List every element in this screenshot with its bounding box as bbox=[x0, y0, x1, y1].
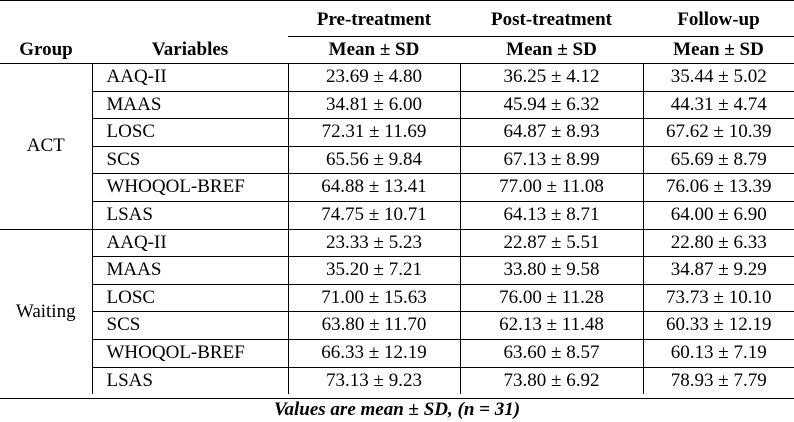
table-row bbox=[0, 257, 794, 285]
value-cell: 63.60 ± 8.57 bbox=[460, 339, 643, 367]
value-cell: 73.13 ± 9.23 bbox=[288, 367, 460, 394]
variable-cell: MAAS bbox=[92, 91, 288, 119]
variable-cell: AAQ-II bbox=[92, 64, 288, 92]
column-header-stat-followup: Mean ± SD bbox=[673, 39, 764, 60]
value-cell: 66.33 ± 12.19 bbox=[288, 339, 460, 367]
value-cell: 33.80 ± 9.58 bbox=[460, 257, 643, 285]
header-spacer bbox=[92, 1, 288, 37]
variable-cell: SCS bbox=[92, 312, 288, 340]
value-cell: 65.56 ± 9.84 bbox=[288, 146, 460, 174]
column-header-stat-pre: Mean ± SD bbox=[328, 39, 420, 60]
variable-cell: LSAS bbox=[92, 367, 288, 394]
value-cell: 60.33 ± 12.19 bbox=[643, 312, 794, 340]
group-section-act bbox=[0, 64, 794, 230]
value-cell: 67.13 ± 8.99 bbox=[460, 146, 643, 174]
variable-cell: WHOQOL-BREF bbox=[92, 174, 288, 202]
value-cell: 35.44 ± 5.02 bbox=[643, 64, 794, 92]
table-row bbox=[0, 64, 794, 92]
value-cell: 36.25 ± 4.12 bbox=[460, 64, 643, 92]
value-cell: 35.20 ± 7.21 bbox=[288, 257, 460, 285]
variable-cell: LSAS bbox=[92, 201, 288, 229]
table-row bbox=[0, 367, 794, 394]
value-cell: 63.80 ± 11.70 bbox=[288, 312, 460, 340]
value-cell: 73.80 ± 6.92 bbox=[460, 367, 643, 394]
value-cell: 67.62 ± 10.39 bbox=[643, 119, 794, 147]
value-cell: 23.33 ± 5.23 bbox=[288, 229, 460, 257]
value-cell: 64.87 ± 8.93 bbox=[460, 119, 643, 147]
table-row bbox=[0, 174, 794, 202]
table-row bbox=[0, 201, 794, 229]
table-row bbox=[0, 146, 794, 174]
table-footnote: Values are mean ± SD, (n = 31) bbox=[273, 399, 521, 420]
value-cell: 65.69 ± 8.79 bbox=[643, 146, 794, 174]
table-row bbox=[0, 312, 794, 340]
value-cell: 34.81 ± 6.00 bbox=[288, 91, 460, 119]
table-row bbox=[0, 119, 794, 147]
value-cell: 64.13 ± 8.71 bbox=[460, 201, 643, 229]
value-cell: 74.75 ± 10.71 bbox=[288, 201, 460, 229]
group-label: Waiting bbox=[0, 229, 92, 394]
column-header-group: Group bbox=[19, 38, 73, 60]
variable-cell: SCS bbox=[92, 146, 288, 174]
value-cell: 73.73 ± 10.10 bbox=[643, 284, 794, 312]
value-cell: 72.31 ± 11.69 bbox=[288, 119, 460, 147]
value-cell: 76.00 ± 11.28 bbox=[460, 284, 643, 312]
value-cell: 64.00 ± 6.90 bbox=[643, 201, 794, 229]
table-row bbox=[0, 284, 794, 312]
header-row-labels bbox=[0, 37, 794, 64]
value-cell: 78.93 ± 7.79 bbox=[643, 367, 794, 394]
column-header-variables: Variables bbox=[151, 38, 229, 60]
variable-cell: LOSC bbox=[92, 119, 288, 147]
value-cell: 71.00 ± 15.63 bbox=[288, 284, 460, 312]
group-section-waiting bbox=[0, 229, 794, 394]
variable-cell: AAQ-II bbox=[92, 229, 288, 257]
column-header-stat-post: Mean ± SD bbox=[506, 39, 597, 60]
value-cell: 44.31 ± 4.74 bbox=[643, 91, 794, 119]
value-cell: 45.94 ± 6.32 bbox=[460, 91, 643, 119]
group-label: ACT bbox=[26, 134, 65, 156]
value-cell: 62.13 ± 11.48 bbox=[460, 312, 643, 340]
table-row bbox=[0, 229, 794, 257]
header-row-periods bbox=[0, 1, 794, 37]
value-cell: 64.88 ± 13.41 bbox=[288, 174, 460, 202]
table-row bbox=[0, 91, 794, 119]
table-header bbox=[0, 1, 794, 64]
column-header-post: Post-treatment bbox=[460, 1, 643, 37]
value-cell: 34.87 ± 9.29 bbox=[643, 257, 794, 285]
column-header-pre: Pre-treatment bbox=[288, 1, 460, 37]
value-cell: 22.87 ± 5.51 bbox=[460, 229, 643, 257]
header-spacer bbox=[0, 1, 92, 37]
column-header-followup: Follow-up bbox=[643, 1, 794, 37]
value-cell: 23.69 ± 4.80 bbox=[288, 64, 460, 92]
value-cell: 22.80 ± 6.33 bbox=[643, 229, 794, 257]
variable-cell: MAAS bbox=[92, 257, 288, 285]
value-cell: 77.00 ± 11.08 bbox=[460, 174, 643, 202]
variable-cell: WHOQOL-BREF bbox=[92, 339, 288, 367]
value-cell: 60.13 ± 7.19 bbox=[643, 339, 794, 367]
table-row bbox=[0, 339, 794, 367]
variable-cell: LOSC bbox=[92, 284, 288, 312]
value-cell: 76.06 ± 13.39 bbox=[643, 174, 794, 202]
